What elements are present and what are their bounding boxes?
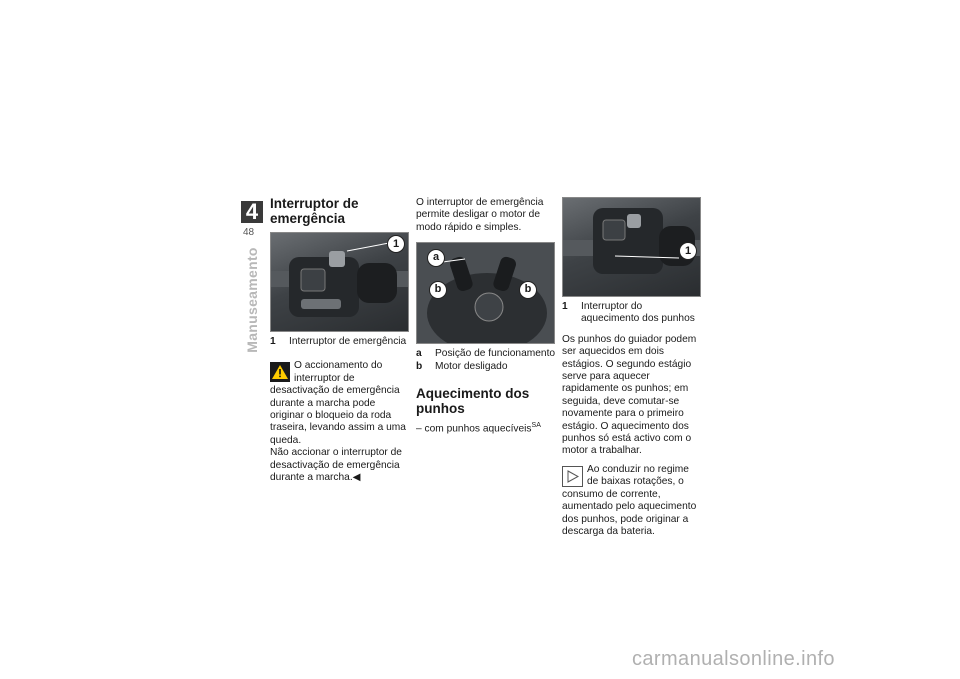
warning-followup-text: Não accionar o interruptor de desactivação de emergência durante a marcha.◀	[270, 447, 402, 484]
footer-watermark: carmanualsonline.info	[632, 648, 835, 670]
caption-row	[270, 336, 410, 348]
caption-text: Interruptor de emergência	[289, 336, 407, 347]
warning-triangle-icon	[270, 362, 290, 382]
caption-row	[562, 301, 702, 326]
chapter-number: 4	[241, 201, 263, 223]
emergency-switch-photo	[270, 232, 409, 332]
chapter-side-label: Manuseamento	[244, 247, 260, 353]
caption-text: Interruptor do aquecimento dos punhos	[581, 301, 695, 325]
callout-a: a	[427, 249, 445, 267]
intro-text: O interruptor de emergência permite desligar o motor de modo rápido e simples.	[416, 197, 544, 233]
equipment-sup: SA	[531, 422, 541, 430]
column-heated-grips	[562, 197, 702, 538]
caption-row-a	[416, 348, 556, 360]
switch-positions-photo	[416, 242, 555, 344]
note-text: Ao conduzir no regime de baixas rotações, o consumo de corrente, aumentado pelo aquecimento dos punhos, pode originar a descarga da bateria.	[562, 463, 697, 537]
callout-b-left: b	[429, 281, 447, 299]
body-text: Os punhos do guiador podem ser aquecidos em dois estágios. O segundo estágio serve para aquecer rapidamente os punhos; em seguida, deve comutar-se novamente para o primeiro estágio. O aquecimento dos punhos só está activo com o motor a trabalhar.	[562, 333, 697, 457]
equipment-text: – com punhos aquecíveis	[416, 423, 532, 435]
warning-block	[270, 360, 410, 484]
page-number: 48	[243, 227, 255, 238]
equipment-line	[416, 420, 556, 436]
callout-1: 1	[679, 242, 697, 260]
warning-text: O accionamento do interruptor de desactivação de emergência durante a marcha pode originar o bloqueio da roda traseira, levando assim a uma queda.	[270, 360, 406, 446]
callout-b-right: b	[519, 281, 537, 299]
note-block	[562, 464, 702, 538]
column-emergency-switch	[270, 197, 410, 484]
caption-key: 1	[270, 336, 276, 347]
caption-text: Motor desligado	[435, 360, 508, 372]
note-triangle-icon	[562, 466, 583, 487]
section-heading-heated-grips: Aquecimento dos punhos	[416, 386, 530, 416]
section-heading-emergency-switch: Interruptor de emergência	[270, 196, 359, 226]
caption-key: a	[416, 348, 422, 360]
caption-text: Posição de funcionamento	[435, 348, 556, 360]
caption-row-b	[416, 361, 556, 373]
heated-grips-switch-photo	[562, 197, 701, 297]
column-emergency-switch-cont	[416, 197, 556, 436]
callout-1: 1	[387, 235, 405, 253]
caption-key: b	[416, 360, 423, 372]
caption-key: 1	[562, 301, 568, 312]
